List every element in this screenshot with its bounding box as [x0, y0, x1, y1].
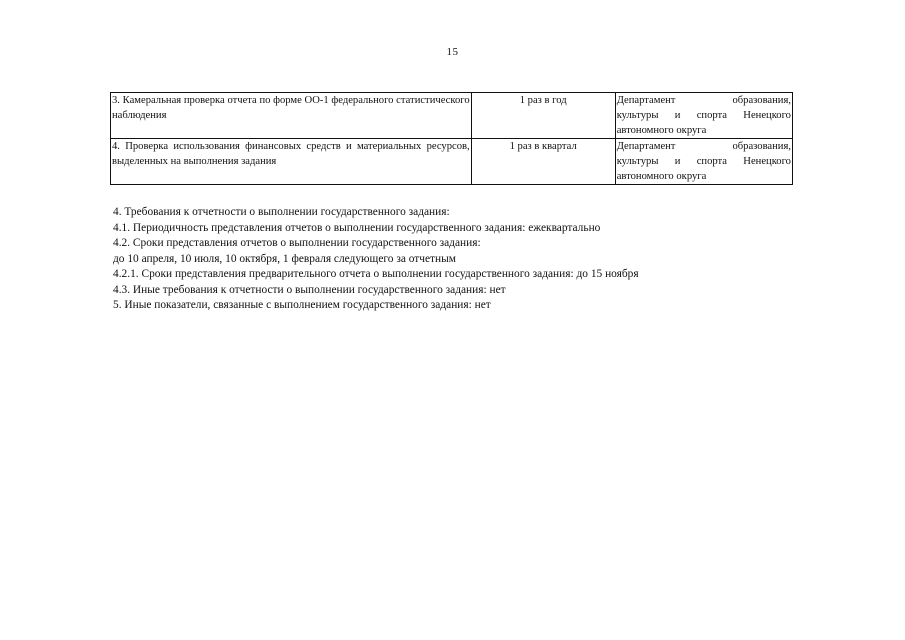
- action-cell: 4. Проверка использования финансовых средств и материальных ресурсов, выделенных на выполнения задания: [111, 139, 472, 185]
- requirement-4-2-dates: до 10 апреля, 10 июля, 10 октября, 1 февраля следующего за отчетным: [113, 252, 456, 265]
- department-text: автономного округа: [616, 125, 707, 136]
- department-text: образования,: [732, 95, 791, 106]
- department-text: и: [674, 110, 681, 121]
- department-cell: [615, 93, 792, 139]
- requirement-4-3: 4.3. Иные требования к отчетности о выполнении государственного задания: нет: [113, 283, 506, 296]
- department-text: спорта: [696, 110, 727, 121]
- requirement-4-2-1: 4.2.1. Сроки представления предварительного отчета о выполнении государственного задания: до 15 ноября: [113, 268, 639, 280]
- table-row: [111, 93, 793, 139]
- department-cell: [615, 139, 792, 185]
- action-cell: 3. Камеральная проверка отчета по форме ОО-1 федерального статистического наблюдения: [111, 93, 472, 139]
- department-text: Ненецкого: [743, 156, 791, 167]
- department-text: Ненецкого: [743, 110, 791, 121]
- table-row: [111, 139, 793, 185]
- requirement-5: 5. Иные показатели, связанные с выполнением государственного задания: нет: [113, 299, 491, 311]
- requirement-4-2: 4.2. Сроки представления отчетов о выполнении государственного задания:: [113, 237, 481, 249]
- frequency-cell: 1 раз в квартал: [471, 139, 615, 185]
- department-text: Департамент: [616, 141, 676, 152]
- requirement-4-1: 4.1. Периодичность представления отчетов о выполнении государственного задания: ежеквартально: [113, 221, 601, 234]
- control-table: [110, 92, 793, 185]
- frequency-cell: 1 раз в год: [471, 93, 615, 139]
- department-text: автономного округа: [616, 171, 707, 182]
- reporting-requirements: [113, 205, 813, 314]
- department-text: спорта: [696, 156, 727, 167]
- department-text: и: [674, 156, 681, 167]
- requirement-4: 4. Требования к отчетности о выполнении государственного задания:: [113, 206, 450, 218]
- department-text: культуры: [616, 110, 659, 121]
- page-number: 15: [446, 46, 459, 58]
- department-text: образования,: [732, 141, 791, 152]
- department-text: культуры: [616, 156, 659, 167]
- department-text: Департамент: [616, 95, 676, 106]
